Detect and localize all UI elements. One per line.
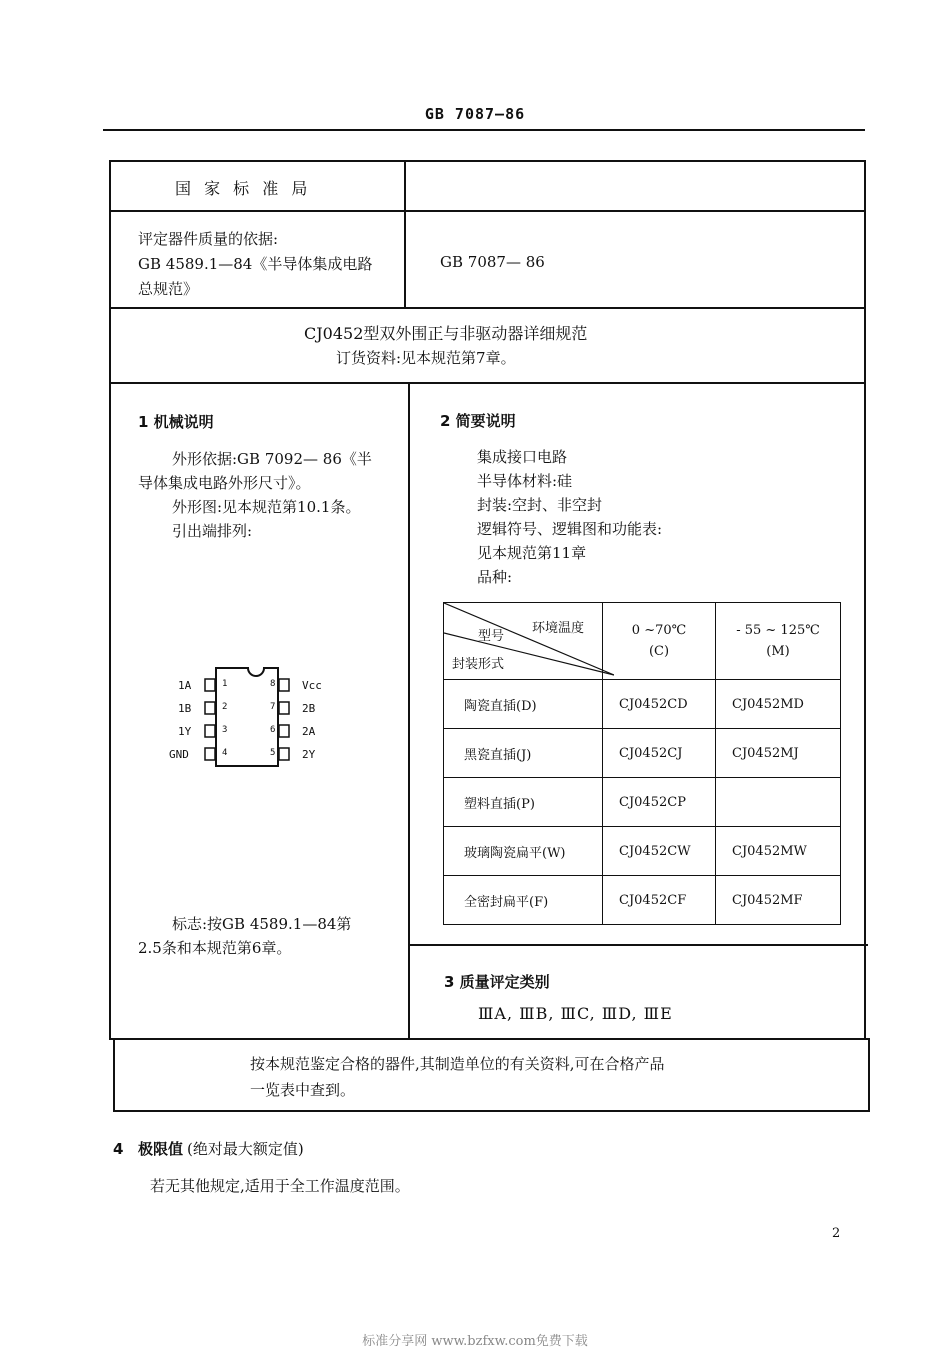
pin-label-gnd: GND	[169, 748, 189, 761]
frame-bottom-extension-right	[868, 1038, 870, 1112]
section3-divider	[408, 944, 868, 946]
model-c-cell: CJ0452CP	[603, 778, 716, 827]
section3-heading: 3 质量评定类别	[444, 973, 550, 991]
table-row	[444, 778, 841, 827]
brief-line-4: 逻辑符号、逻辑图和功能表:	[477, 520, 663, 538]
page-number: 2	[832, 1226, 841, 1241]
marking-1: 标志:按GB 4589.1—84第	[172, 915, 352, 933]
table-row	[444, 729, 841, 778]
section4-text: 若无其他规定,适用于全工作温度范围。	[150, 1177, 410, 1195]
marking-2: 2.5条和本规范第6章。	[138, 939, 292, 957]
pkg-cell: 塑料直插(P)	[444, 778, 603, 827]
diagonal-header-cell	[444, 603, 603, 680]
ordering-info: 订货资料:见本规范第7章。	[336, 349, 516, 367]
outline-basis-1: 外形依据:GB 7092— 86《半	[172, 450, 372, 468]
section4-heading: 极限值	[138, 1140, 184, 1158]
outline-basis-2: 导体集成电路外形尺寸》。	[138, 474, 311, 492]
frame-bottom-line	[113, 1110, 870, 1112]
col-divider-top	[404, 160, 406, 308]
pin-num-1: 1	[222, 679, 228, 689]
table-row	[444, 876, 841, 925]
diag-model: 型号	[478, 629, 505, 644]
pin-num-3: 3	[222, 725, 228, 735]
model-c-cell: CJ0452CF	[603, 876, 716, 925]
header-rule	[103, 129, 865, 131]
col-divider-body	[408, 382, 410, 1038]
pin-num-7: 7	[270, 702, 276, 712]
diag-ambient-temp: 环境温度	[532, 621, 585, 636]
pkg-cell: 全密封扁平(F)	[444, 876, 603, 925]
qualified-products-note-2: 一览表中查到。	[250, 1081, 356, 1099]
basis-value: GB 7087— 86	[440, 253, 545, 271]
pkg-cell: 玻璃陶瓷扁平(W)	[444, 827, 603, 876]
pin-label-2b: 2B	[302, 702, 316, 715]
pin-num-4: 4	[222, 748, 228, 758]
row-divider-2	[109, 307, 866, 309]
variants-table	[443, 602, 841, 925]
col-header-c	[603, 603, 716, 680]
pin-label-1b: 1B	[178, 702, 192, 715]
row-divider-1	[109, 210, 866, 212]
quality-classes: ⅢA, ⅢB, ⅢC, ⅢD, ⅢE	[478, 1004, 673, 1023]
diag-package: 封装形式	[452, 657, 505, 672]
pin-label-1y: 1Y	[178, 725, 192, 738]
model-c-cell: CJ0452CJ	[603, 729, 716, 778]
basis-label-2: GB 4589.1—84《半导体集成电路	[138, 255, 373, 273]
pin-label-1a: 1A	[178, 679, 192, 692]
model-m-cell: CJ0452MD	[716, 680, 841, 729]
pin-num-8: 8	[270, 679, 276, 689]
variants-header-row	[444, 603, 841, 680]
pin-arrangement-label: 引出端排列:	[172, 522, 253, 540]
model-c-cell: CJ0452CD	[603, 680, 716, 729]
section1-heading: 1 机械说明	[138, 413, 214, 431]
brief-line-1: 集成接口电路	[477, 448, 568, 466]
spec-title: CJ0452型双外围正与非驱动器详细规范	[304, 324, 588, 343]
col-header-m-grade: (M)	[766, 644, 790, 659]
row-divider-3	[109, 382, 866, 384]
outline-drawing: 外形图:见本规范第10.1条。	[172, 498, 361, 516]
basis-label-1: 评定器件质量的依据:	[138, 230, 279, 248]
table-row	[444, 827, 841, 876]
section4-number: 4	[113, 1140, 124, 1158]
row-divider-4	[113, 1038, 868, 1040]
pin-num-5: 5	[270, 748, 276, 758]
pin-label-vcc: Vcc	[302, 679, 322, 692]
site-watermark: 标准分享网 www.bzfxw.com免费下载	[362, 1334, 588, 1349]
section2-heading: 2 简要说明	[440, 412, 516, 430]
brief-line-6: 品种:	[477, 568, 513, 586]
model-m-cell	[716, 778, 841, 827]
basis-label-3: 总规范》	[138, 280, 199, 298]
pkg-cell: 陶瓷直插(D)	[444, 680, 603, 729]
standard-number: GB 7087—86	[424, 105, 526, 123]
issuing-bureau: 国 家 标 准 局	[175, 179, 312, 198]
model-c-cell: CJ0452CW	[603, 827, 716, 876]
brief-line-5: 见本规范第11章	[477, 544, 587, 562]
pkg-cell: 黑瓷直插(J)	[444, 729, 603, 778]
model-m-cell: CJ0452MJ	[716, 729, 841, 778]
frame-bottom-extension	[113, 1038, 115, 1112]
brief-line-2: 半导体材料:硅	[477, 472, 573, 490]
pin-num-2: 2	[222, 702, 228, 712]
col-header-m	[716, 603, 841, 680]
col-header-c-grade: (C)	[648, 644, 670, 659]
col-header-c-range: 0 ~70℃	[631, 623, 687, 638]
model-m-cell: CJ0452MF	[716, 876, 841, 925]
pin-label-2a: 2A	[302, 725, 316, 738]
pin-label-2y: 2Y	[302, 748, 316, 761]
pin-num-6: 6	[270, 725, 276, 735]
col-header-m-range: - 55 ~ 125℃	[736, 623, 820, 638]
section4-heading-note: (绝对最大额定值)	[187, 1140, 304, 1158]
brief-line-3: 封装:空封、非空封	[477, 496, 603, 514]
model-m-cell: CJ0452MW	[716, 827, 841, 876]
table-row	[444, 680, 841, 729]
pinout-diagram	[160, 660, 330, 780]
qualified-products-note-1: 按本规范鉴定合格的器件,其制造单位的有关资料,可在合格产品	[250, 1055, 665, 1073]
